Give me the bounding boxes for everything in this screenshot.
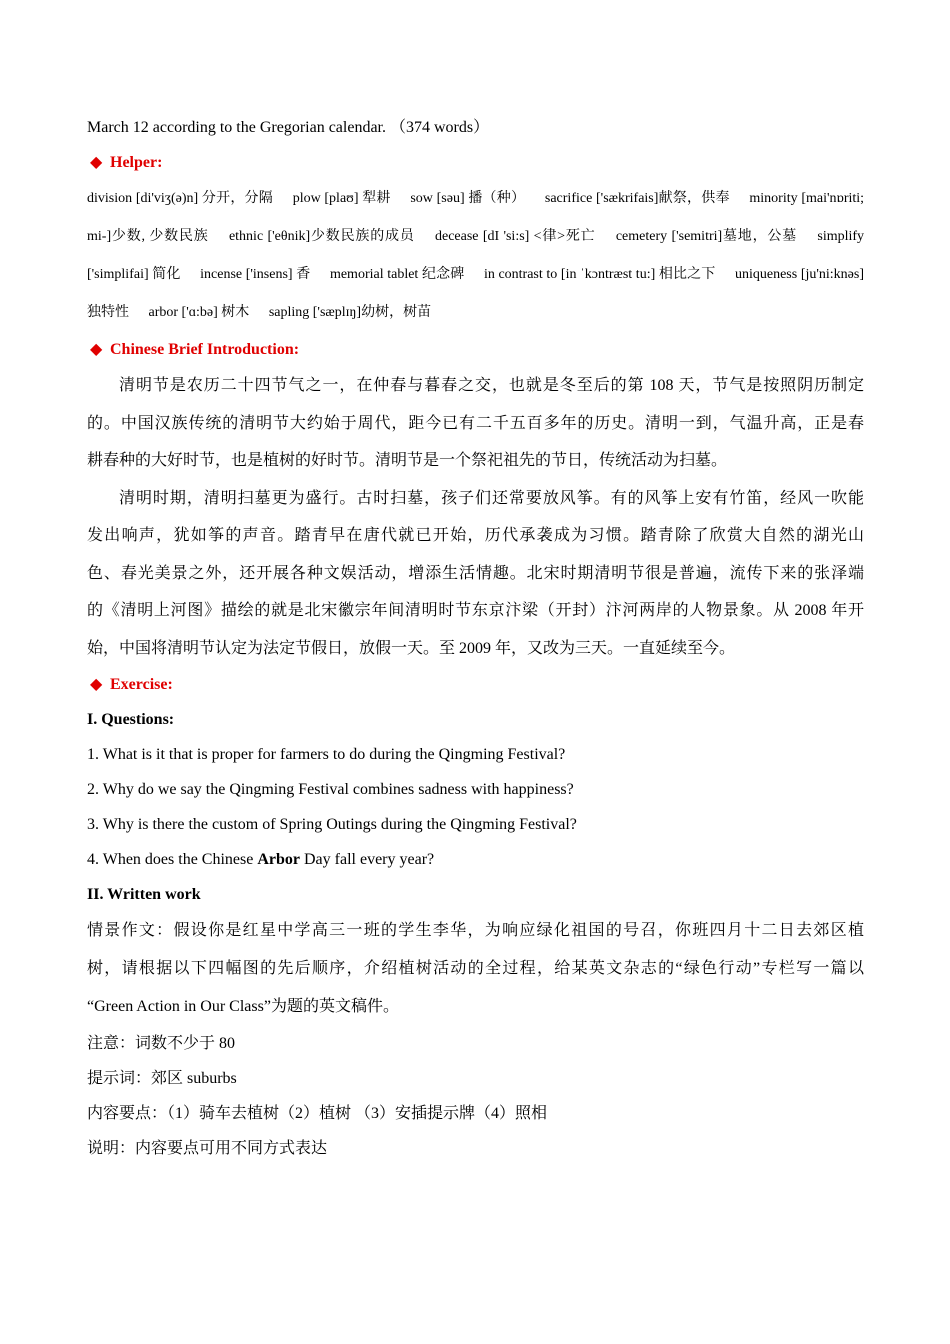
vocab-item: division [di'viʒ(ə)n] 分开，分隔	[87, 191, 273, 206]
helper-title: Helper:	[110, 154, 163, 171]
intro-paragraph-2	[87, 480, 864, 668]
vocab-item: sow [səu] 播（种）	[410, 191, 526, 206]
paragraph-line: 耕春种的大好时节，也是植树的好时节。清明节是一个祭祀祖先的节日，传统活动为扫墓。	[87, 452, 728, 469]
document-page	[87, 110, 864, 1166]
helper-line-2	[87, 218, 864, 256]
question-1: 1. What is it that is proper for farmers to do during the Qingming Festival?	[87, 746, 566, 763]
vocab-item: minority [mai'nɒriti;	[749, 191, 865, 206]
question-4-start: 4. When does the Chinese	[87, 851, 258, 868]
paragraph-line: 的《清明上河图》描绘的就是北宋徽宗年间清明时节东京汴梁（开封）汴河两岸的人物景象。从 2008 年开	[87, 602, 864, 619]
paragraph-line: 色、春光美景之外，还开展各种文娱活动，增添生活情趣。北宋时期清明节很是普遍，流传下来的张泽端	[87, 564, 864, 582]
intro-title: Chinese Brief Introduction:	[110, 341, 300, 358]
written-line: 情景作文：假设你是红星中学高三一班的学生李华，为响应绿化祖国的号召，你班四月十二日去郊区植	[87, 922, 864, 939]
vocab-item: in contrast to [in ˈkɔntræst tu:] 相比之下	[483, 267, 716, 282]
vocab-item: simplify	[817, 229, 865, 244]
written-task	[87, 912, 864, 1026]
helper-heading	[87, 145, 864, 180]
vocab-item: decease [dI 'si:s] <律>死亡	[434, 229, 596, 244]
question-4-end: Day fall every year?	[300, 851, 435, 868]
diamond-bullet-icon: ◆	[90, 676, 103, 693]
vocab-item: memorial tablet 纪念碑	[329, 267, 465, 282]
paragraph-line: 清明时期，清明扫墓更为盛行。古时扫墓，孩子们还常要放风筝。有的风筝上安有竹笛，经风一吹能	[119, 489, 864, 507]
paragraph-line: 的。中国汉族传统的清明节大约始于周代，距今已有二千五百多年的历史。清明一到，气温升高，正是春	[87, 414, 864, 432]
questions-heading: I. Questions:	[87, 711, 175, 728]
vocab-item: cemetery ['semitri]墓地，公墓	[615, 229, 798, 244]
question-4	[87, 842, 864, 877]
helper-line-4	[87, 294, 864, 332]
content-points: 内容要点：（1）骑车去植树（2）植树 （3）安插提示牌（4）照相	[87, 1105, 548, 1122]
question-2: 2. Why do we say the Qingming Festival combines sadness with happiness?	[87, 781, 574, 798]
intro-heading	[87, 332, 864, 367]
paragraph-line: 发出响声，犹如筝的声音。踏青早在唐代就已开始，历代承袭成为习惯。踏青除了欣赏大自然的湖光山	[87, 527, 864, 544]
written-line: “Green Action in Our Class”为题的英文稿件。	[87, 998, 399, 1015]
paragraph-line: 始，中国将清明节认定为法定节假日，放假一天。至 2009 年，又改为三天。一直延续至今。	[87, 639, 736, 657]
exercise-heading	[87, 667, 864, 702]
vocab-item: 独特性	[87, 305, 129, 320]
explanation: 说明：内容要点可用不同方式表达	[87, 1140, 328, 1157]
vocab-item: ethnic ['eθnik]少数民族的成员	[228, 229, 415, 244]
top-line: March 12 according to the Gregorian calendar. （374 words）	[87, 119, 490, 136]
written-line: 树，请根据以下四幅图的先后顺序，介绍植树活动的全过程，给某英文杂志的“绿色行动”专栏写一篇以	[87, 960, 864, 977]
paragraph-line: 清明节是农历二十四节气之一，在仲春与暮春之交，也就是冬至后的第 108 天，节气是按照阴历制定	[119, 377, 864, 394]
helper-line-3	[87, 256, 864, 294]
intro-paragraph-1	[87, 367, 864, 480]
vocab-item: sacrifice ['sækrifais]献祭，供奉	[544, 191, 730, 206]
vocab-item: sapling ['sæplɪŋ]幼树，树苗	[268, 305, 432, 320]
question-3: 3. Why is there the custom of Spring Outings during the Qingming Festival?	[87, 816, 577, 833]
question-4-bold: Arbor	[257, 851, 300, 868]
hint-words: 提示词：郊区 suburbs	[87, 1070, 237, 1087]
vocab-item: incense ['insens] 香	[200, 267, 311, 282]
exercise-title: Exercise:	[110, 676, 173, 693]
vocab-item: arbor ['ɑ:bə] 树木	[148, 305, 250, 320]
diamond-bullet-icon: ◆	[90, 154, 103, 171]
vocab-item: ['simplifai] 简化	[87, 267, 181, 282]
vocab-item: mi-]少数, 少数民族	[87, 229, 209, 244]
vocab-item: plow [plaʊ] 犁耕	[292, 191, 391, 206]
word-count-note: 注意：词数不少于 80	[87, 1035, 236, 1052]
written-work-heading: II. Written work	[87, 886, 201, 903]
helper-line-1	[87, 180, 864, 218]
diamond-bullet-icon: ◆	[90, 341, 103, 358]
vocab-item: uniqueness [ju'ni:knəs]	[734, 267, 864, 282]
